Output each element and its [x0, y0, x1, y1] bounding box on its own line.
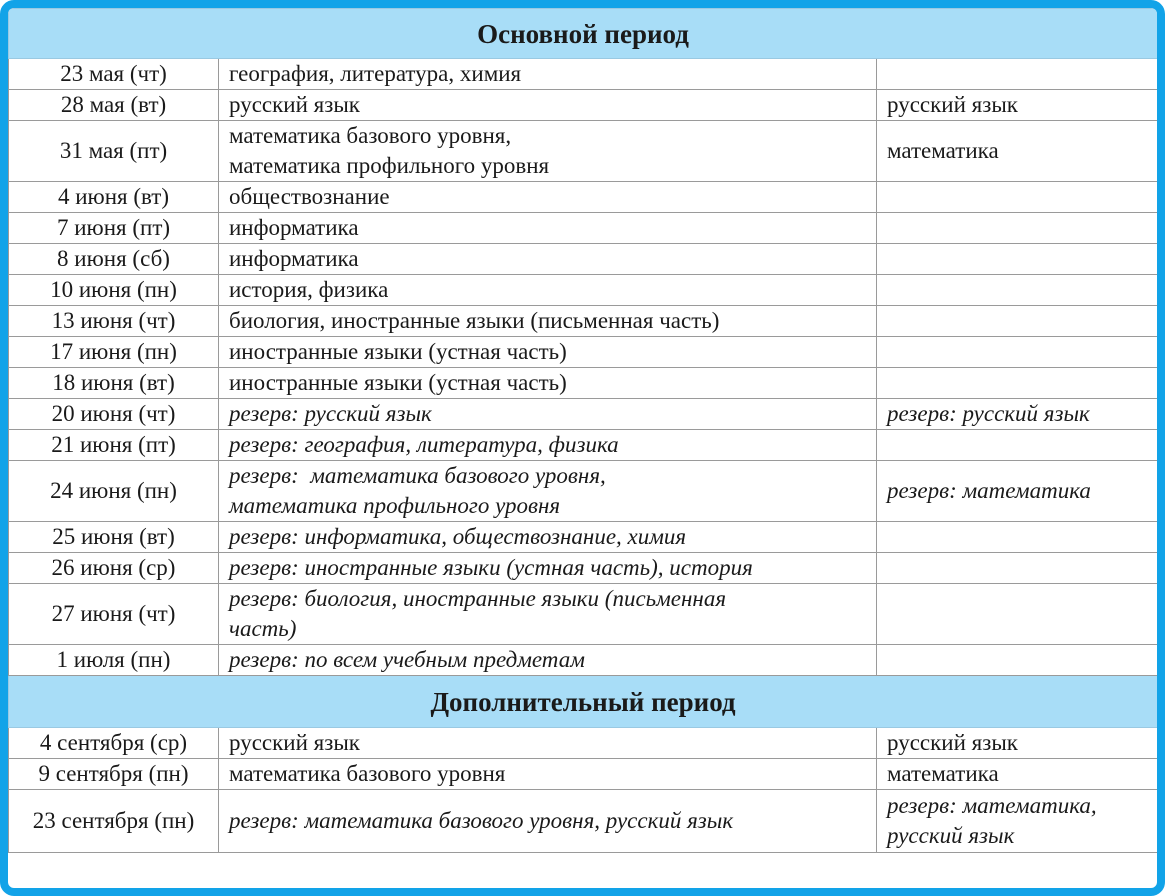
exam-date: 26 июня (ср)	[9, 553, 219, 584]
exam-date: 9 сентября (пн)	[9, 759, 219, 790]
exam-extra: резерв: русский язык	[877, 399, 1158, 430]
exam-subjects-line: математика базового уровня,	[229, 123, 512, 148]
main-period-title: Основной период	[9, 9, 1158, 59]
table-row	[9, 59, 1158, 90]
exam-extra	[877, 553, 1158, 584]
exam-date: 23 сентября (пн)	[9, 790, 219, 853]
exam-subjects: резерв: география, литература, физика	[219, 430, 877, 461]
exam-date: 17 июня (пн)	[9, 337, 219, 368]
exam-extra	[877, 244, 1158, 275]
exam-date: 23 мая (чт)	[9, 59, 219, 90]
exam-extra	[877, 275, 1158, 306]
exam-subjects: резерв: по всем учебным предметам	[219, 645, 877, 676]
exam-subjects	[219, 461, 877, 522]
exam-extra	[877, 790, 1158, 853]
exam-extra: резерв: математика	[877, 461, 1158, 522]
exam-subjects: русский язык	[219, 90, 877, 121]
exam-extra	[877, 213, 1158, 244]
exam-date: 8 июня (сб)	[9, 244, 219, 275]
exam-subjects-line: математика профильного уровня	[229, 493, 561, 518]
table-row	[9, 584, 1158, 645]
table-row	[9, 306, 1158, 337]
exam-date: 31 мая (пт)	[9, 121, 219, 182]
exam-date: 20 июня (чт)	[9, 399, 219, 430]
table-row	[9, 368, 1158, 399]
exam-subjects	[219, 584, 877, 645]
exam-date: 21 июня (пт)	[9, 430, 219, 461]
exam-extra	[877, 368, 1158, 399]
table-row	[9, 645, 1158, 676]
exam-extra	[877, 306, 1158, 337]
exam-extra	[877, 337, 1158, 368]
exam-schedule-table	[8, 8, 1158, 853]
exam-subjects: иностранные языки (устная часть)	[219, 368, 877, 399]
exam-subjects: обществознание	[219, 182, 877, 213]
exam-date: 4 сентября (ср)	[9, 728, 219, 759]
exam-date: 24 июня (пн)	[9, 461, 219, 522]
table-row	[9, 213, 1158, 244]
exam-date: 10 июня (пн)	[9, 275, 219, 306]
exam-date: 18 июня (вт)	[9, 368, 219, 399]
table-row	[9, 244, 1158, 275]
table-row	[9, 275, 1158, 306]
exam-date: 25 июня (вт)	[9, 522, 219, 553]
table-row	[9, 522, 1158, 553]
exam-extra	[877, 182, 1158, 213]
exam-subjects: биология, иностранные языки (письменная часть)	[219, 306, 877, 337]
table-row	[9, 121, 1158, 182]
exam-extra: математика	[877, 759, 1158, 790]
additional-period-title: Дополнительный период	[9, 676, 1158, 728]
exam-subjects-line: часть)	[229, 616, 297, 641]
additional-period-header-row	[9, 676, 1158, 728]
exam-subjects: резерв: информатика, обществознание, химия	[219, 522, 877, 553]
exam-subjects: резерв: русский язык	[219, 399, 877, 430]
table-row	[9, 337, 1158, 368]
exam-date: 1 июля (пн)	[9, 645, 219, 676]
table-row	[9, 553, 1158, 584]
table-row	[9, 399, 1158, 430]
exam-subjects: иностранные языки (устная часть)	[219, 337, 877, 368]
table-row	[9, 728, 1158, 759]
exam-subjects-line: резерв: математика базового уровня,	[229, 463, 606, 488]
exam-extra	[877, 584, 1158, 645]
table-row	[9, 90, 1158, 121]
exam-extra	[877, 430, 1158, 461]
exam-date: 7 июня (пт)	[9, 213, 219, 244]
exam-subjects-line: математика профильного уровня	[229, 153, 550, 178]
exam-subjects	[219, 121, 877, 182]
exam-extra: математика	[877, 121, 1158, 182]
exam-extra	[877, 645, 1158, 676]
table-row	[9, 461, 1158, 522]
exam-date: 4 июня (вт)	[9, 182, 219, 213]
exam-subjects: математика базового уровня	[219, 759, 877, 790]
exam-subjects: резерв: иностранные языки (устная часть), история	[219, 553, 877, 584]
exam-subjects-line: резерв: биология, иностранные языки (письменная	[229, 586, 727, 611]
table-row	[9, 790, 1158, 853]
table-row	[9, 182, 1158, 213]
exam-subjects: резерв: математика базового уровня, русский язык	[219, 790, 877, 853]
exam-subjects: информатика	[219, 244, 877, 275]
exam-date: 27 июня (чт)	[9, 584, 219, 645]
exam-extra	[877, 59, 1158, 90]
exam-extra: русский язык	[877, 90, 1158, 121]
main-period-header-row	[9, 9, 1158, 59]
exam-date: 28 мая (вт)	[9, 90, 219, 121]
exam-extra-line: русский язык	[887, 823, 1015, 848]
exam-extra: русский язык	[877, 728, 1158, 759]
table-row	[9, 430, 1158, 461]
exam-extra	[877, 522, 1158, 553]
table-row	[9, 759, 1158, 790]
exam-subjects: информатика	[219, 213, 877, 244]
exam-date: 13 июня (чт)	[9, 306, 219, 337]
exam-subjects: география, литература, химия	[219, 59, 877, 90]
exam-extra-line: резерв: математика,	[887, 793, 1097, 818]
exam-subjects: русский язык	[219, 728, 877, 759]
exam-subjects: история, физика	[219, 275, 877, 306]
